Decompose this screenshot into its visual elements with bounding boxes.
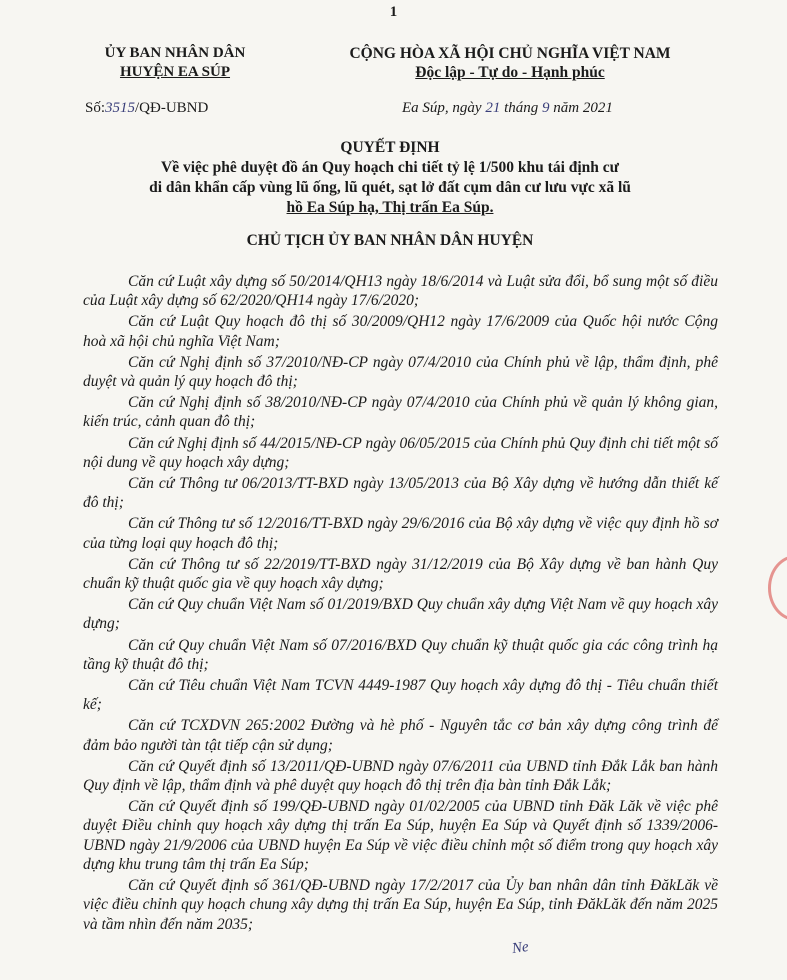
legal-basis-item: Căn cứ Nghị định số 38/2010/NĐ-CP ngày 07/4/2010 của Chính phủ về quản lý không gian, kiến trúc, cảnh quan đô thị; — [83, 394, 718, 431]
date-prefix: Ea Súp, ngày — [402, 100, 482, 116]
handwritten-initial: Ne — [510, 938, 530, 958]
authority-line-1: ỦY BAN NHÂN DÂN — [104, 45, 246, 61]
decision-heading: QUYẾT ĐỊNH — [340, 139, 440, 156]
legal-basis-item: Căn cứ Luật Quy hoạch đô thị số 30/2009/QH12 ngày 17/6/2009 của Quốc hội nước Cộng hoà xã hội chủ nghĩa Việt Nam; — [83, 313, 718, 350]
date-day: 21 — [485, 100, 501, 116]
date-mid: tháng — [504, 100, 539, 116]
country-name: CỘNG HÒA XÃ HỘI CHỦ NGHĨA VIỆT NAM — [349, 45, 671, 62]
legal-basis-item: Căn cứ Quyết định số 13/2011/QĐ-UBND ngày 07/6/2011 của UBND tỉnh Đắk Lắk ban hành Quy định về lập, thẩm định và phê duyệt quy hoạch đô thị trên địa bàn tỉnh Đắk Lắk; — [83, 757, 718, 795]
motto: Độc lập - Tự do - Hạnh phúc — [415, 64, 605, 81]
legal-basis-item: Căn cứ Quy chuẩn Việt Nam số 01/2019/BXD Quy chuẩn xây dựng Việt Nam về quy hoạch xây dựng; — [83, 596, 718, 633]
authority-line-2: HUYỆN EA SÚP — [119, 64, 231, 80]
reference-number — [85, 100, 208, 117]
national-header — [300, 44, 720, 82]
legal-basis-item: Căn cứ Nghị định số 37/2010/NĐ-CP ngày 07/4/2010 của Chính phủ về lập, thẩm định, phê duyệt và quản lý quy hoạch đô thị; — [83, 353, 718, 391]
ref-suffix: /QĐ-UBND — [135, 100, 209, 116]
legal-basis-item: Căn cứ Luật xây dựng số 50/2014/QH13 ngày 18/6/2014 và Luật sửa đổi, bổ sung một số điều của Luật xây dựng số 62/2020/QH14 ngày 17/6/2020; — [83, 273, 718, 310]
date-suffix: năm 2021 — [553, 100, 613, 116]
legal-basis-item: Căn cứ Thông tư 06/2013/TT-BXD ngày 13/05/2013 của Bộ Xây dựng về hướng dẫn thiết kế đô thị; — [83, 475, 718, 512]
legal-basis-item: Căn cứ Quy chuẩn Việt Nam số 07/2016/BXD Quy chuẩn kỹ thuật quốc gia các công trình hạ tầng kỹ thuật đô thị; — [83, 636, 718, 673]
ref-handwritten-number: 3515 — [105, 100, 136, 116]
decision-subject-line-2: di dân khẩn cấp vùng lũ ống, lũ quét, sạt lở đất cụm dân cư lưu vực xã lũ — [149, 179, 631, 196]
decision-subject-line-1: Về việc phê duyệt đồ án Quy hoạch chi tiết tỷ lệ 1/500 khu tái định cư — [161, 159, 619, 176]
decision-subject-line-3: hồ Ea Súp hạ, Thị trấn Ea Súp. — [286, 199, 494, 216]
date-month: 9 — [542, 100, 550, 116]
issuing-authority — [70, 44, 280, 82]
signer-title: CHỦ TỊCH ỦY BAN NHÂN DÂN HUYỆN — [246, 232, 534, 249]
legal-basis-item: Căn cứ Thông tư số 22/2019/TT-BXD ngày 31/12/2019 của Bộ Xây dựng về ban hành Quy chuẩn kỹ thuật quốc gia về quy hoạch xây dựng; — [83, 555, 718, 593]
legal-basis-list — [83, 272, 718, 936]
legal-basis-item: Căn cứ Thông tư số 12/2016/TT-BXD ngày 29/6/2016 của Bộ xây dựng về việc quy định hồ sơ của từng loại quy hoạch đô thị; — [83, 515, 718, 552]
legal-basis-item: Căn cứ Quyết định số 199/QĐ-UBND ngày 01/02/2005 của UBND tỉnh Đăk Lăk về việc phê duyệt Điều chỉnh quy hoạch xây dựng thị trấn Ea Súp, huyện Ea Súp và Quyết định số 1339/2006-UBND ngày 21/9/2006 của UBND huyện Ea Súp về việc điều chỉnh một số điểm trong quy hoạch xây dựng khu trung tâm thị trấn Ea Súp; — [83, 798, 718, 873]
red-stamp-edge — [768, 555, 787, 621]
place-and-date — [402, 100, 613, 117]
legal-basis-item: Căn cứ Nghị định số 44/2015/NĐ-CP ngày 06/05/2015 của Chính phủ Quy định chi tiết một số nội dung về quy hoạch xây dựng; — [83, 434, 718, 471]
page-number: 1 — [389, 4, 398, 20]
legal-basis-item: Căn cứ Quyết định số 361/QĐ-UBND ngày 17/2/2017 của Ủy ban nhân dân tỉnh ĐăkLăk về việc điều chỉnh quy hoạch chung xây dựng thị trấn Ea Súp, huyện Ea Súp, tỉnh ĐăkLăk đến năm 2025 và tầm nhìn đến năm 2035; — [83, 877, 718, 933]
ref-prefix: Số: — [85, 100, 106, 116]
legal-basis-item: Căn cứ TCXDVN 265:2002 Đường và hè phố - Nguyên tắc cơ bản xây dựng công trình để đảm bảo người tàn tật tiếp cận sử dụng; — [83, 717, 718, 754]
legal-basis-item: Căn cứ Tiêu chuẩn Việt Nam TCVN 4449-1987 Quy hoạch xây dựng đô thị - Tiêu chuẩn thiết kế; — [83, 677, 718, 714]
decision-title-block — [60, 138, 720, 218]
